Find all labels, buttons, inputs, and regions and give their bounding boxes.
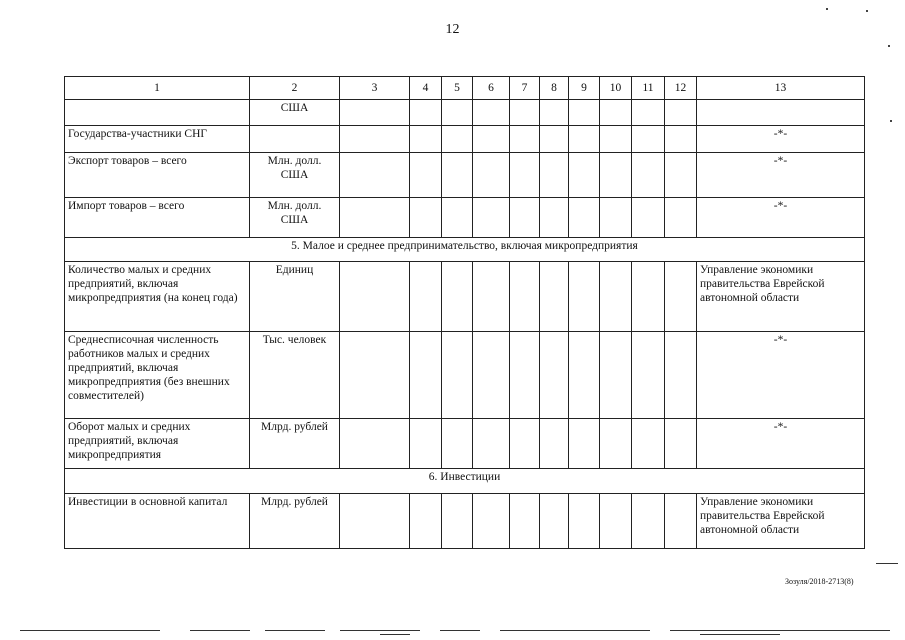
empty-cell xyxy=(340,494,410,549)
bottom-rule xyxy=(670,630,890,631)
empty-cell xyxy=(473,332,510,419)
empty-cell xyxy=(665,419,697,469)
empty-cell xyxy=(510,126,540,153)
unit-cell: Единиц xyxy=(250,262,340,332)
empty-cell xyxy=(540,419,569,469)
indicator-cell: Импорт товаров – всего xyxy=(65,198,250,238)
scan-dot xyxy=(826,8,828,10)
section-title: 6. Инвестиции xyxy=(65,469,865,494)
empty-cell xyxy=(600,100,632,126)
empty-cell xyxy=(569,262,600,332)
bottom-rule xyxy=(380,634,410,635)
empty-cell xyxy=(540,494,569,549)
empty-cell xyxy=(442,262,473,332)
empty-cell xyxy=(340,126,410,153)
unit-cell: Млрд. рублей xyxy=(250,494,340,549)
empty-cell xyxy=(632,198,665,238)
empty-cell xyxy=(442,332,473,419)
empty-cell xyxy=(569,494,600,549)
empty-cell xyxy=(540,153,569,198)
empty-cell xyxy=(665,494,697,549)
table-row xyxy=(65,494,865,549)
empty-cell xyxy=(340,198,410,238)
empty-cell xyxy=(600,262,632,332)
column-header-3: 3 xyxy=(340,77,410,100)
responsible-cell: Управление экономики правительства Еврейской автономной области xyxy=(697,262,865,332)
unit-cell: США xyxy=(250,100,340,126)
empty-cell xyxy=(410,198,442,238)
bottom-rule xyxy=(700,634,780,635)
bottom-rule xyxy=(265,630,325,631)
empty-cell xyxy=(442,198,473,238)
table-row xyxy=(65,262,865,332)
column-header-4: 4 xyxy=(410,77,442,100)
empty-cell xyxy=(410,494,442,549)
table-row xyxy=(65,198,865,238)
empty-cell xyxy=(632,100,665,126)
empty-cell xyxy=(340,153,410,198)
empty-cell xyxy=(665,262,697,332)
unit-cell: Млрд. рублей xyxy=(250,419,340,469)
column-header-2: 2 xyxy=(250,77,340,100)
column-header-8: 8 xyxy=(540,77,569,100)
section-row xyxy=(65,469,865,494)
empty-cell xyxy=(410,262,442,332)
responsible-cell: Управление экономики правительства Еврейской автономной области xyxy=(697,494,865,549)
table-row xyxy=(65,153,865,198)
scan-dot xyxy=(890,120,892,122)
empty-cell xyxy=(540,126,569,153)
column-header-6: 6 xyxy=(473,77,510,100)
empty-cell xyxy=(473,262,510,332)
indicator-cell xyxy=(65,100,250,126)
empty-cell xyxy=(473,494,510,549)
responsible-cell xyxy=(697,100,865,126)
empty-cell xyxy=(540,332,569,419)
bottom-rule xyxy=(500,630,650,631)
empty-cell xyxy=(410,126,442,153)
empty-cell xyxy=(632,494,665,549)
empty-cell xyxy=(540,100,569,126)
indicator-cell: Экспорт товаров – всего xyxy=(65,153,250,198)
indicator-cell: Инвестиции в основной капитал xyxy=(65,494,250,549)
empty-cell xyxy=(540,262,569,332)
column-header-12: 12 xyxy=(665,77,697,100)
column-header-7: 7 xyxy=(510,77,540,100)
empty-cell xyxy=(442,419,473,469)
empty-cell xyxy=(600,198,632,238)
empty-cell xyxy=(665,126,697,153)
bottom-rule xyxy=(876,563,898,564)
table-row xyxy=(65,126,865,153)
empty-cell xyxy=(442,494,473,549)
empty-cell xyxy=(632,126,665,153)
responsible-cell: -*- xyxy=(697,332,865,419)
page-number: 12 xyxy=(445,22,460,37)
table-header-row xyxy=(65,77,865,100)
table-row xyxy=(65,100,865,126)
empty-cell xyxy=(510,262,540,332)
scan-dot xyxy=(866,10,868,12)
empty-cell xyxy=(569,419,600,469)
empty-cell xyxy=(632,419,665,469)
empty-cell xyxy=(540,198,569,238)
column-header-10: 10 xyxy=(600,77,632,100)
bottom-rule xyxy=(20,630,160,631)
column-header-5: 5 xyxy=(442,77,473,100)
empty-cell xyxy=(600,332,632,419)
bottom-rule xyxy=(190,630,250,631)
section-title: 5. Малое и среднее предпринимательство, включая микропредприятия xyxy=(65,238,865,262)
empty-cell xyxy=(569,126,600,153)
responsible-cell: -*- xyxy=(697,419,865,469)
unit-cell xyxy=(250,126,340,153)
column-header-9: 9 xyxy=(569,77,600,100)
empty-cell xyxy=(473,126,510,153)
empty-cell xyxy=(510,332,540,419)
column-header-13: 13 xyxy=(697,77,865,100)
empty-cell xyxy=(600,419,632,469)
empty-cell xyxy=(665,100,697,126)
empty-cell xyxy=(473,100,510,126)
table-row xyxy=(65,419,865,469)
empty-cell xyxy=(340,100,410,126)
unit-cell: Млн. долл. США xyxy=(250,198,340,238)
indicator-cell: Оборот малых и средних предприятий, включая микропредприятия xyxy=(65,419,250,469)
empty-cell xyxy=(600,153,632,198)
report-table xyxy=(64,76,865,549)
empty-cell xyxy=(473,153,510,198)
empty-cell xyxy=(665,153,697,198)
empty-cell xyxy=(569,198,600,238)
unit-cell: Млн. долл. США xyxy=(250,153,340,198)
empty-cell xyxy=(665,198,697,238)
indicator-cell: Государства-участники СНГ xyxy=(65,126,250,153)
empty-cell xyxy=(569,100,600,126)
empty-cell xyxy=(410,419,442,469)
document-code: Зозуля/2018-2713(8) xyxy=(785,577,854,586)
empty-cell xyxy=(510,198,540,238)
table-row xyxy=(65,332,865,419)
section-row xyxy=(65,238,865,262)
empty-cell xyxy=(632,153,665,198)
empty-cell xyxy=(473,198,510,238)
empty-cell xyxy=(340,262,410,332)
responsible-cell: -*- xyxy=(697,153,865,198)
empty-cell xyxy=(632,262,665,332)
indicator-cell: Количество малых и средних предприятий, включая микропредприятия (на конец года) xyxy=(65,262,250,332)
empty-cell xyxy=(510,419,540,469)
column-header-1: 1 xyxy=(65,77,250,100)
empty-cell xyxy=(510,494,540,549)
empty-cell xyxy=(442,126,473,153)
responsible-cell: -*- xyxy=(697,198,865,238)
indicator-cell: Среднесписочная численность работников малых и средних предприятий, включая микропредприятия (без внешних совместителей) xyxy=(65,332,250,419)
empty-cell xyxy=(510,100,540,126)
empty-cell xyxy=(340,419,410,469)
empty-cell xyxy=(473,419,510,469)
empty-cell xyxy=(569,153,600,198)
empty-cell xyxy=(632,332,665,419)
empty-cell xyxy=(600,126,632,153)
scan-dot xyxy=(888,45,890,47)
empty-cell xyxy=(410,100,442,126)
column-header-11: 11 xyxy=(632,77,665,100)
empty-cell xyxy=(340,332,410,419)
unit-cell: Тыс. человек xyxy=(250,332,340,419)
empty-cell xyxy=(442,153,473,198)
empty-cell xyxy=(442,100,473,126)
empty-cell xyxy=(569,332,600,419)
responsible-cell: -*- xyxy=(697,126,865,153)
empty-cell xyxy=(510,153,540,198)
empty-cell xyxy=(665,332,697,419)
empty-cell xyxy=(410,332,442,419)
bottom-rule xyxy=(440,630,480,631)
empty-cell xyxy=(410,153,442,198)
bottom-rule xyxy=(340,630,420,631)
empty-cell xyxy=(600,494,632,549)
